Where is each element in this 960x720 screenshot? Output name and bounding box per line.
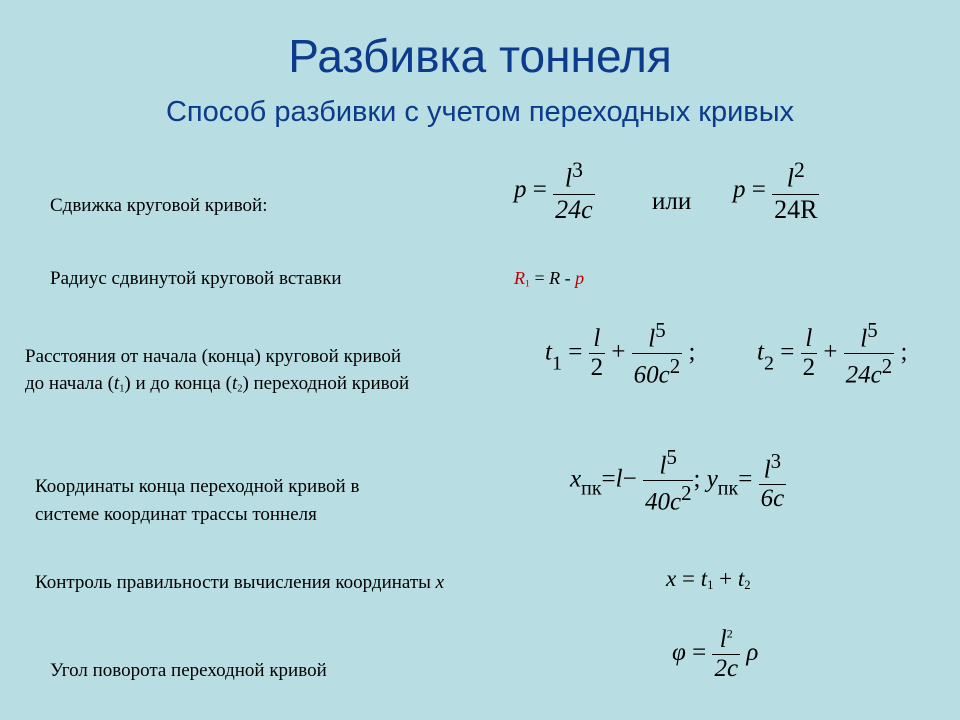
numerator-exponent: 5 [655,318,666,342]
radius-formula [514,268,584,289]
half-fraction [589,325,606,382]
numerator-exponent: 5 [666,445,677,469]
fraction-denominator: 24c [845,361,882,389]
t2-formula [757,318,907,390]
fraction-numerator: l [860,325,868,353]
distance-label-line1: Расстояния от начала (конца) круговой кривой [25,346,401,367]
fraction-denominator: 2c [714,655,739,682]
y-var: y [706,465,718,493]
formula-lhs: t [757,338,764,366]
text: ) переходной кривой [242,373,410,394]
x-var: x [570,465,582,493]
second-fraction [844,318,895,390]
t1-formula [545,318,695,390]
radius-minus: - [560,268,576,288]
text: Контроль правильности вычисления координаты [35,572,436,593]
formula-eq: = [676,566,701,591]
fraction-denominator: 6c [760,484,785,512]
shift-label: Сдвижка круговой кривой: [50,195,268,216]
lhs-sub: 1 [551,352,562,375]
fraction-numerator: l [648,325,656,353]
fraction-denominator: 24R [774,194,818,224]
t1-sub: 1 [707,578,714,593]
x-var: x [435,572,445,593]
formula-eq: = [532,176,547,204]
angle-formula [672,626,758,683]
fraction-denominator: 40c [644,488,682,516]
formula-fraction [553,158,595,225]
t2-sub: 2 [237,383,243,395]
shift-formula-1 [514,158,595,225]
rho-var: ρ [746,639,759,667]
fraction-denominator: 2 [802,354,816,382]
x-fraction [643,445,694,517]
page-title: Разбивка тоннеля [288,30,672,82]
or-word: или [652,188,692,215]
radius-r1: R [514,268,525,288]
semicolon: ; [900,338,908,366]
semicolon: ; [693,465,701,493]
text: ) и до конца ( [124,373,232,394]
radius-p: p [575,268,585,288]
formula-eq: = [751,176,766,204]
plus-sign: + [611,338,626,366]
fraction-numerator: l [763,455,771,483]
coords-label-line1: Координаты конца переходной кривой в [35,476,360,497]
coords-label-line2: системе координат трассы тоннеля [35,504,317,525]
denominator-exponent: 2 [669,354,681,379]
angle-label: Угол поворота переходной кривой [50,660,327,681]
second-fraction [632,318,683,390]
formula-lhs: p [514,176,527,204]
formula-lhs: p [733,176,746,204]
plus-sign: + [823,338,838,366]
page-subtitle: Способ разбивки с учетом переходных кривых [165,96,795,128]
text: до начала ( [25,373,114,394]
lhs-sub: 2 [763,352,774,375]
radius-r1-sub: 1 [525,278,530,290]
numerator-exponent: 5 [867,318,878,342]
numerator-exponent: 2 [726,626,733,641]
x-sub: пк [581,477,602,500]
t1-var: t [113,373,120,394]
numerator-exponent: 3 [770,448,782,473]
fraction-numerator: l [805,325,813,353]
t1-sub: 1 [119,383,125,395]
fraction-denominator: 2 [590,354,604,382]
y-fraction [759,449,787,513]
formula-eq: = [692,639,707,667]
y-sub: пк [717,477,739,500]
denominator-exponent: 2 [881,354,893,379]
semicolon: ; [688,338,696,366]
formula-eq: = [601,465,616,493]
numerator-exponent: 2 [793,158,805,182]
x-var: x [666,566,677,591]
l-var: l [615,465,623,493]
denominator-exponent: 2 [681,481,692,506]
formula-eq: = [568,338,583,366]
numerator-exponent: 3 [572,158,583,182]
half-fraction [801,325,818,382]
fraction-numerator: l [659,452,667,480]
minus-sign: − [622,465,637,493]
coords-formula [570,445,786,517]
fraction-denominator: 24c [555,194,593,224]
formula-eq: = [738,465,753,493]
phi-var: φ [672,639,686,667]
t2-var: t [231,373,238,394]
formula-lhs: t [545,338,552,366]
radius-eq: = [534,268,550,288]
formula-fraction [772,158,819,225]
radius-R: R [549,268,561,288]
radius-label: Радиус сдвинутой круговой вставки [50,268,342,289]
plus-sign: + [713,566,738,591]
distance-label-line2 [25,371,409,403]
control-label [35,570,444,596]
t1-var: t [700,566,708,591]
fraction-numerator: l [719,626,727,653]
fraction-numerator: l [593,325,601,353]
t2-var: t [737,566,745,591]
fraction-numerator: l [786,163,794,193]
fraction-denominator: 60c [633,361,670,389]
fraction-numerator: l [564,163,573,193]
shift-formula-2 [733,158,819,225]
angle-fraction [712,626,740,683]
t2-sub: 2 [744,578,751,593]
formula-eq: = [780,338,795,366]
control-formula [666,566,751,593]
